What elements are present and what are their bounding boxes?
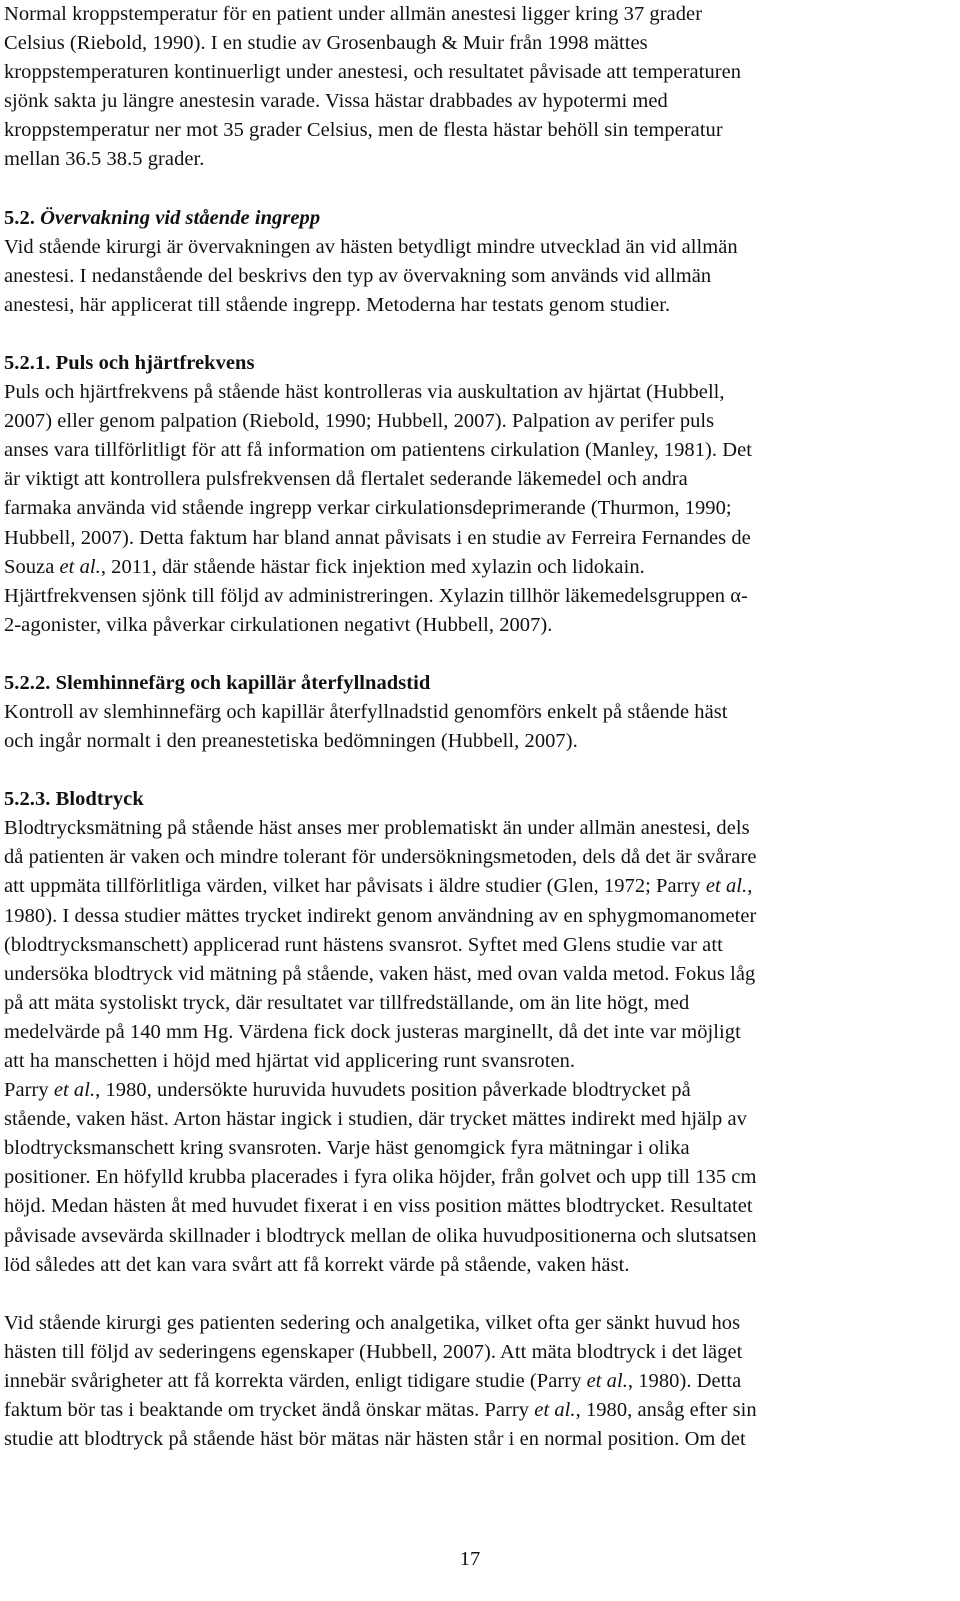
text-line: positioner. En höfylld krubba placerades i fyra olika höjder, från golvet och upp till 135 cm — [4, 1166, 757, 1189]
section-title: Blodtryck — [55, 788, 144, 811]
spacer — [4, 175, 952, 204]
italic-run: et al. — [534, 1399, 576, 1422]
text-line — [4, 553, 952, 582]
text-run: , 1980). Detta — [627, 1369, 742, 1392]
section-heading-5-2-2 — [4, 669, 952, 698]
section-title: Slemhinnefärg och kapillär återfyllnadstid — [55, 671, 431, 694]
text-line — [4, 1076, 952, 1105]
text-line: stående, vaken häst. Arton hästar ingick i studien, där trycket mättes indirekt med hjälp av — [4, 1108, 747, 1131]
text-line: kroppstemperaturen kontinuerligt under anestesi, och resultatet påvisade att temperaturen — [4, 61, 742, 84]
text-line: att ha manschetten i höjd med hjärtat vid applicering runt svansroten. — [4, 1050, 576, 1072]
paragraph-mucous-membrane — [4, 698, 952, 756]
text-line: 2-agonister, vilka påverkar cirkulationen negativt (Hubbell, 2007). — [4, 613, 553, 636]
text-line: 1980). I dessa studier mättes trycket indirekt genom användning av en sphygmomanometer — [4, 904, 757, 927]
text-run: Parry — [4, 1079, 54, 1102]
text-line: mellan 36.5 38.5 grader. — [4, 148, 205, 171]
italic-run: et al. — [705, 875, 748, 898]
text-line — [4, 1396, 952, 1425]
text-run: , 2011, där stående hästar fick injektion med xylazin och lidokain. — [100, 555, 645, 578]
italic-run: et al. — [586, 1369, 628, 1392]
paragraph-blood-pressure — [4, 814, 952, 1280]
text-line: Blodtrycksmätning på stående häst anses mer problematiskt än under allmän anestesi, dels — [4, 817, 750, 840]
text-line: Hubbell, 2007). Detta faktum har bland annat påvisats i en studie av Ferreira Fernandes de — [4, 526, 751, 549]
spacer — [4, 1280, 952, 1309]
section-number: 5.2.1. — [4, 351, 51, 374]
text-line: farmaka använda vid stående ingrepp verkar cirkulationsdeprimerande (Thurmon, 1990; — [4, 497, 732, 520]
text-run: Souza — [4, 555, 60, 578]
text-line — [4, 872, 952, 901]
section-number: 5.2.3. — [4, 788, 51, 811]
text-run: , 1980, ansåg efter sin — [575, 1399, 757, 1422]
italic-run: et al. — [59, 555, 101, 578]
text-line: undersöka blodtryck vid mätning på stående, vaken häst, med ovan valda metod. Fokus låg — [4, 962, 756, 985]
paragraph-pulse-heart-rate — [4, 378, 952, 640]
text-line: Hjärtfrekvensen sjönk till följd av administreringen. Xylazin tillhör läkemedelsgruppen α- — [4, 584, 748, 607]
text-line: Vid stående kirurgi ges patienten sedering och analgetika, vilket ofta ger sänkt huvud hos — [4, 1311, 741, 1334]
text-line: och ingår normalt i den preanestetiska bedömningen (Hubbell, 2007). — [4, 730, 578, 753]
text-line: Celsius (Riebold, 1990). I en studie av Grosenbaugh & Muir från 1998 mättes — [4, 32, 648, 55]
text-line: Normal kroppstemperatur för en patient under allmän anestesi ligger kring 37 grader — [4, 3, 703, 25]
section-number: 5.2. — [4, 206, 35, 229]
section-number: 5.2.2. — [4, 671, 51, 694]
text-line: blodtrycksmanschett kring svansroten. Varje häst genomgick fyra mätningar i olika — [4, 1137, 690, 1160]
text-line: anses vara tillförlitligt för att få information om patientens cirkulation (Manley, 1981). Det — [4, 439, 752, 462]
text-line: Kontroll av slemhinnefärg och kapillär återfyllnadstid genomförs enkelt på stående häst — [4, 700, 728, 723]
section-heading-5-2-1 — [4, 349, 952, 378]
spacer — [4, 756, 952, 785]
text-run: innebär svårigheter att få korrekta värden, enligt tidigare studie (Parry — [4, 1369, 587, 1392]
text-line: Puls och hjärtfrekvens på stående häst kontrolleras via auskultation av hjärtat (Hubbell, — [4, 381, 725, 404]
text-line: studie att blodtryck på stående häst bör mätas när hästen står i en normal position. Om det — [4, 1428, 746, 1451]
text-line — [4, 1367, 952, 1396]
text-line: hästen till följd av sederingens egenskaper (Hubbell, 2007). Att mäta blodtryck i det läget — [4, 1340, 743, 1363]
paragraph-sedation-blood-pressure — [4, 1309, 952, 1454]
spacer — [4, 320, 952, 349]
italic-run: et al. — [53, 1079, 96, 1102]
document-page — [4, 0, 952, 1454]
text-line: löd således att det kan vara svårt att få korrekt värde på stående, vaken häst. — [4, 1253, 630, 1276]
text-line: Vid stående kirurgi är övervakningen av hästen betydligt mindre utvecklad än vid allmän — [4, 235, 738, 258]
text-run: , 1980, undersökte huruvida huvudets position påverkade blodtrycket på — [95, 1079, 691, 1102]
section-heading-5-2 — [4, 204, 952, 233]
text-line: medelvärde på 140 mm Hg. Värdena fick dock justeras marginellt, då det inte var möjligt — [4, 1020, 741, 1043]
paragraph-body-temperature — [4, 0, 952, 175]
text-line: 2007) eller genom palpation (Riebold, 1990; Hubbell, 2007). Palpation av perifer puls — [4, 410, 715, 433]
text-line: anestesi, här applicerat till stående ingrepp. Metoderna har testats genom studier. — [4, 293, 671, 316]
section-heading-5-2-3 — [4, 785, 952, 814]
spacer — [4, 640, 952, 669]
text-line: sjönk sakta ju längre anestesin varade. Vissa hästar drabbades av hypotermi med — [4, 90, 668, 113]
page-number: 17 — [459, 1548, 481, 1570]
text-line: (blodtrycksmanschett) applicerad runt hästens svansrot. Syftet med Glens studie var att — [4, 933, 723, 956]
text-run: att uppmäta tillförlitliga värden, vilket har påvisats i äldre studier (Glen, 1972; Parry — [4, 875, 706, 898]
text-line: anestesi. I nedanstående del beskrivs den typ av övervakning som används vid allmän — [4, 264, 712, 287]
section-title: Puls och hjärtfrekvens — [55, 351, 255, 374]
paragraph-standing-monitoring — [4, 233, 952, 320]
text-run: faktum bör tas i beaktande om trycket ändå önskar mätas. Parry — [4, 1399, 535, 1422]
text-run: , — [747, 875, 753, 898]
text-line: höjd. Medan hästen åt med huvudet fixerat i en viss position mättes blodtrycket. Resultatet — [4, 1195, 753, 1218]
text-line: på att mäta systoliskt tryck, där resultatet var tillfredställande, om än lite högt, med — [4, 991, 690, 1014]
section-title: Övervakning vid stående ingrepp — [40, 206, 321, 229]
text-line: kroppstemperatur ner mot 35 grader Celsius, men de flesta hästar behöll sin temperatur — [4, 119, 723, 142]
text-line: påvisade avsevärda skillnader i blodtryck mellan de olika huvudpositionerna och slutsatsen — [4, 1224, 757, 1247]
text-line: är viktigt att kontrollera pulsfrekvensen då flertalet sederande läkemedel och andra — [4, 468, 688, 491]
text-line: då patienten är vaken och mindre tolerant för undersökningsmetoden, dels då det är svårare — [4, 846, 757, 869]
